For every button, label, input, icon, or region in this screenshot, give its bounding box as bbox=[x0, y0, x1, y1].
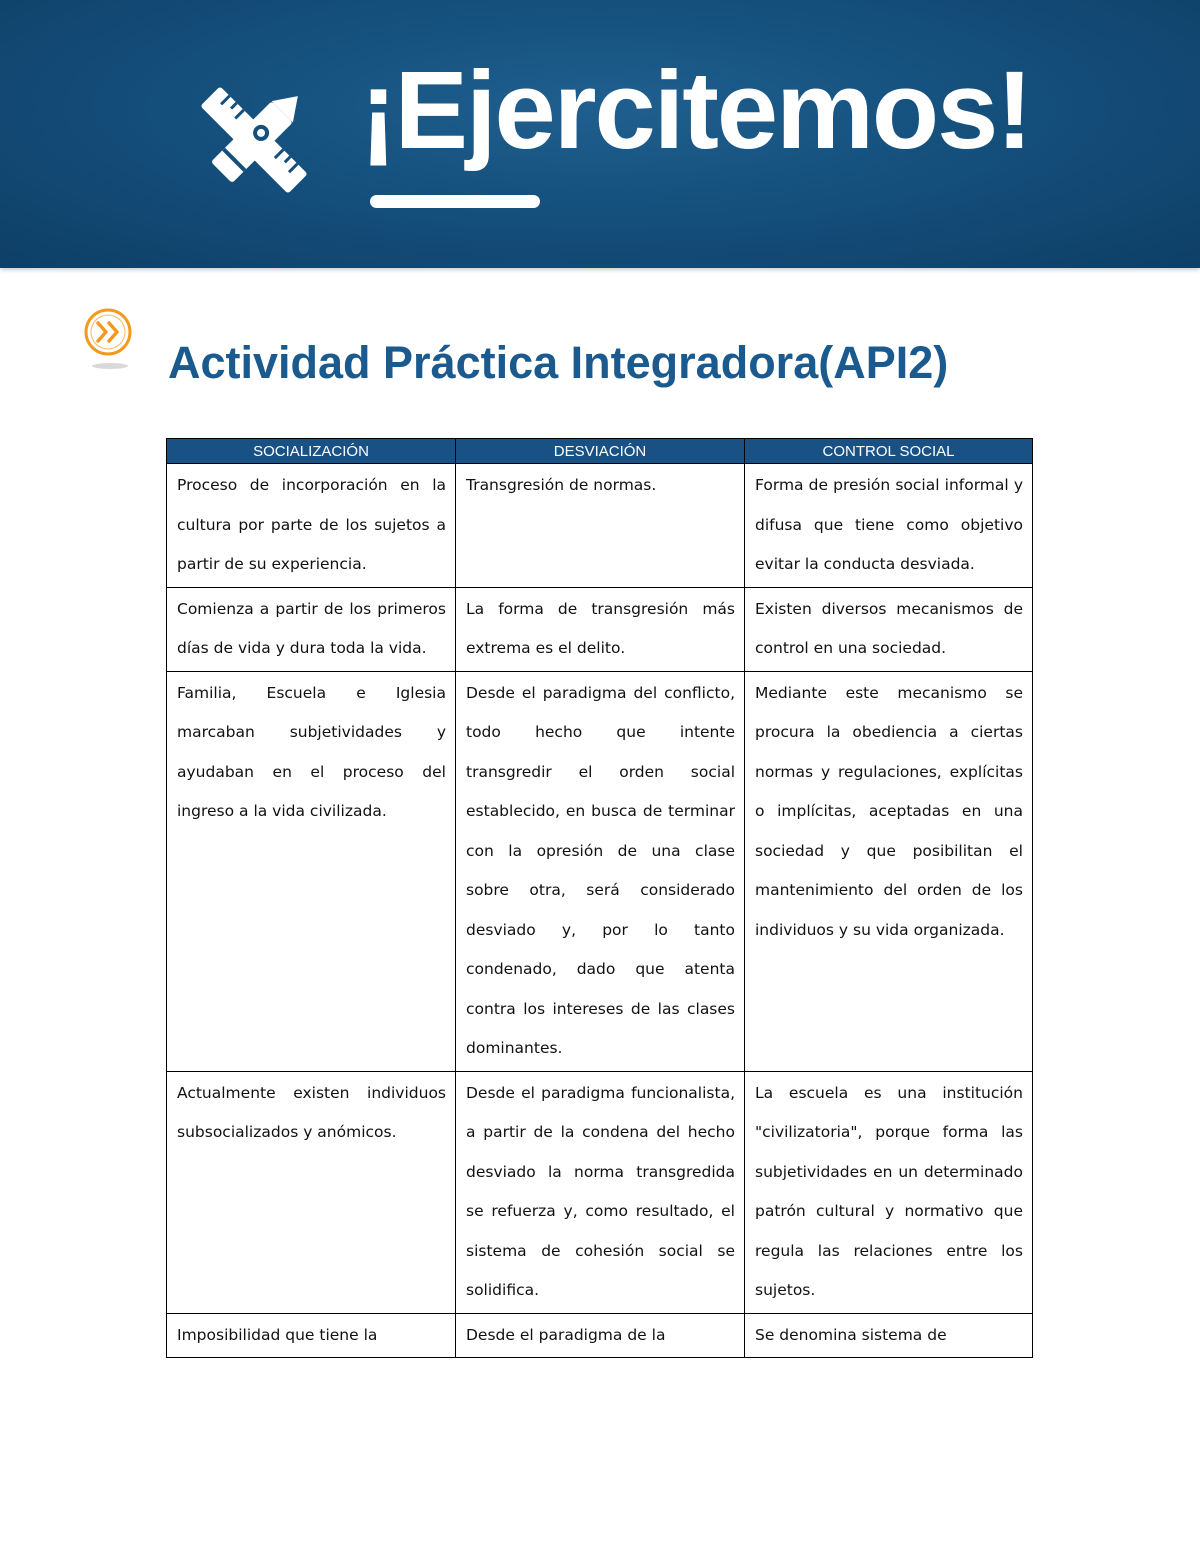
table-cell: La forma de transgresión más extrema es el delito. bbox=[456, 587, 745, 671]
double-chevron-right-icon bbox=[82, 306, 136, 372]
table-cell: Transgresión de normas. bbox=[456, 464, 745, 588]
table-cell: La escuela es una institución "civilizatoria", porque forma las subjetividades en un determinado patrón cultural y normativo que regula las relaciones entre los sujetos. bbox=[745, 1071, 1033, 1313]
table-row bbox=[167, 1071, 1033, 1313]
table-cell: Proceso de incorporación en la cultura por parte de los sujetos a partir de su experiencia. bbox=[167, 464, 456, 588]
column-header: SOCIALIZACIÓN bbox=[167, 439, 456, 464]
table-cell: Desde el paradigma de la bbox=[456, 1313, 745, 1358]
column-header: CONTROL SOCIAL bbox=[745, 439, 1033, 464]
banner-underline bbox=[370, 195, 540, 208]
table-header-row bbox=[167, 439, 1033, 464]
table-row bbox=[167, 1313, 1033, 1358]
banner-title: ¡Ejercitemos! bbox=[360, 49, 1031, 172]
table-cell: Mediante este mecanismo se procura la obediencia a ciertas normas y regulaciones, explícitas o implícitas, aceptadas en una sociedad y que posibilitan el mantenimiento del orden de los individuos y su vida organizada. bbox=[745, 671, 1033, 1071]
header-banner bbox=[0, 0, 1200, 268]
ruler-pencil-icon bbox=[195, 82, 313, 198]
column-header: DESVIACIÓN bbox=[456, 439, 745, 464]
table-cell: Actualmente existen individuos subsocializados y anómicos. bbox=[167, 1071, 456, 1313]
table-cell: Se denomina sistema de bbox=[745, 1313, 1033, 1358]
table-row bbox=[167, 464, 1033, 588]
page-title: Actividad Práctica Integradora(API2) bbox=[168, 337, 949, 388]
table-cell: Comienza a partir de los primeros días de vida y dura toda la vida. bbox=[167, 587, 456, 671]
concepts-table bbox=[166, 438, 1033, 1358]
table-cell: Existen diversos mecanismos de control en una sociedad. bbox=[745, 587, 1033, 671]
table-row bbox=[167, 671, 1033, 1071]
table-cell: Desde el paradigma funcionalista, a partir de la condena del hecho desviado la norma transgredida se refuerza y, como resultado, el sistema de cohesión social se solidifica. bbox=[456, 1071, 745, 1313]
table-cell: Forma de presión social informal y difusa que tiene como objetivo evitar la conducta desviada. bbox=[745, 464, 1033, 588]
table-cell: Desde el paradigma del conflicto, todo hecho que intente transgredir el orden social establecido, en busca de terminar con la opresión de una clase sobre otra, será considerado desviado y, por lo tanto condenado, dado que atenta contra los intereses de las clases dominantes. bbox=[456, 671, 745, 1071]
table-row bbox=[167, 587, 1033, 671]
table-cell: Familia, Escuela e Iglesia marcaban subjetividades y ayudaban en el proceso del ingreso a la vida civilizada. bbox=[167, 671, 456, 1071]
table-cell: Imposibilidad que tiene la bbox=[167, 1313, 456, 1358]
